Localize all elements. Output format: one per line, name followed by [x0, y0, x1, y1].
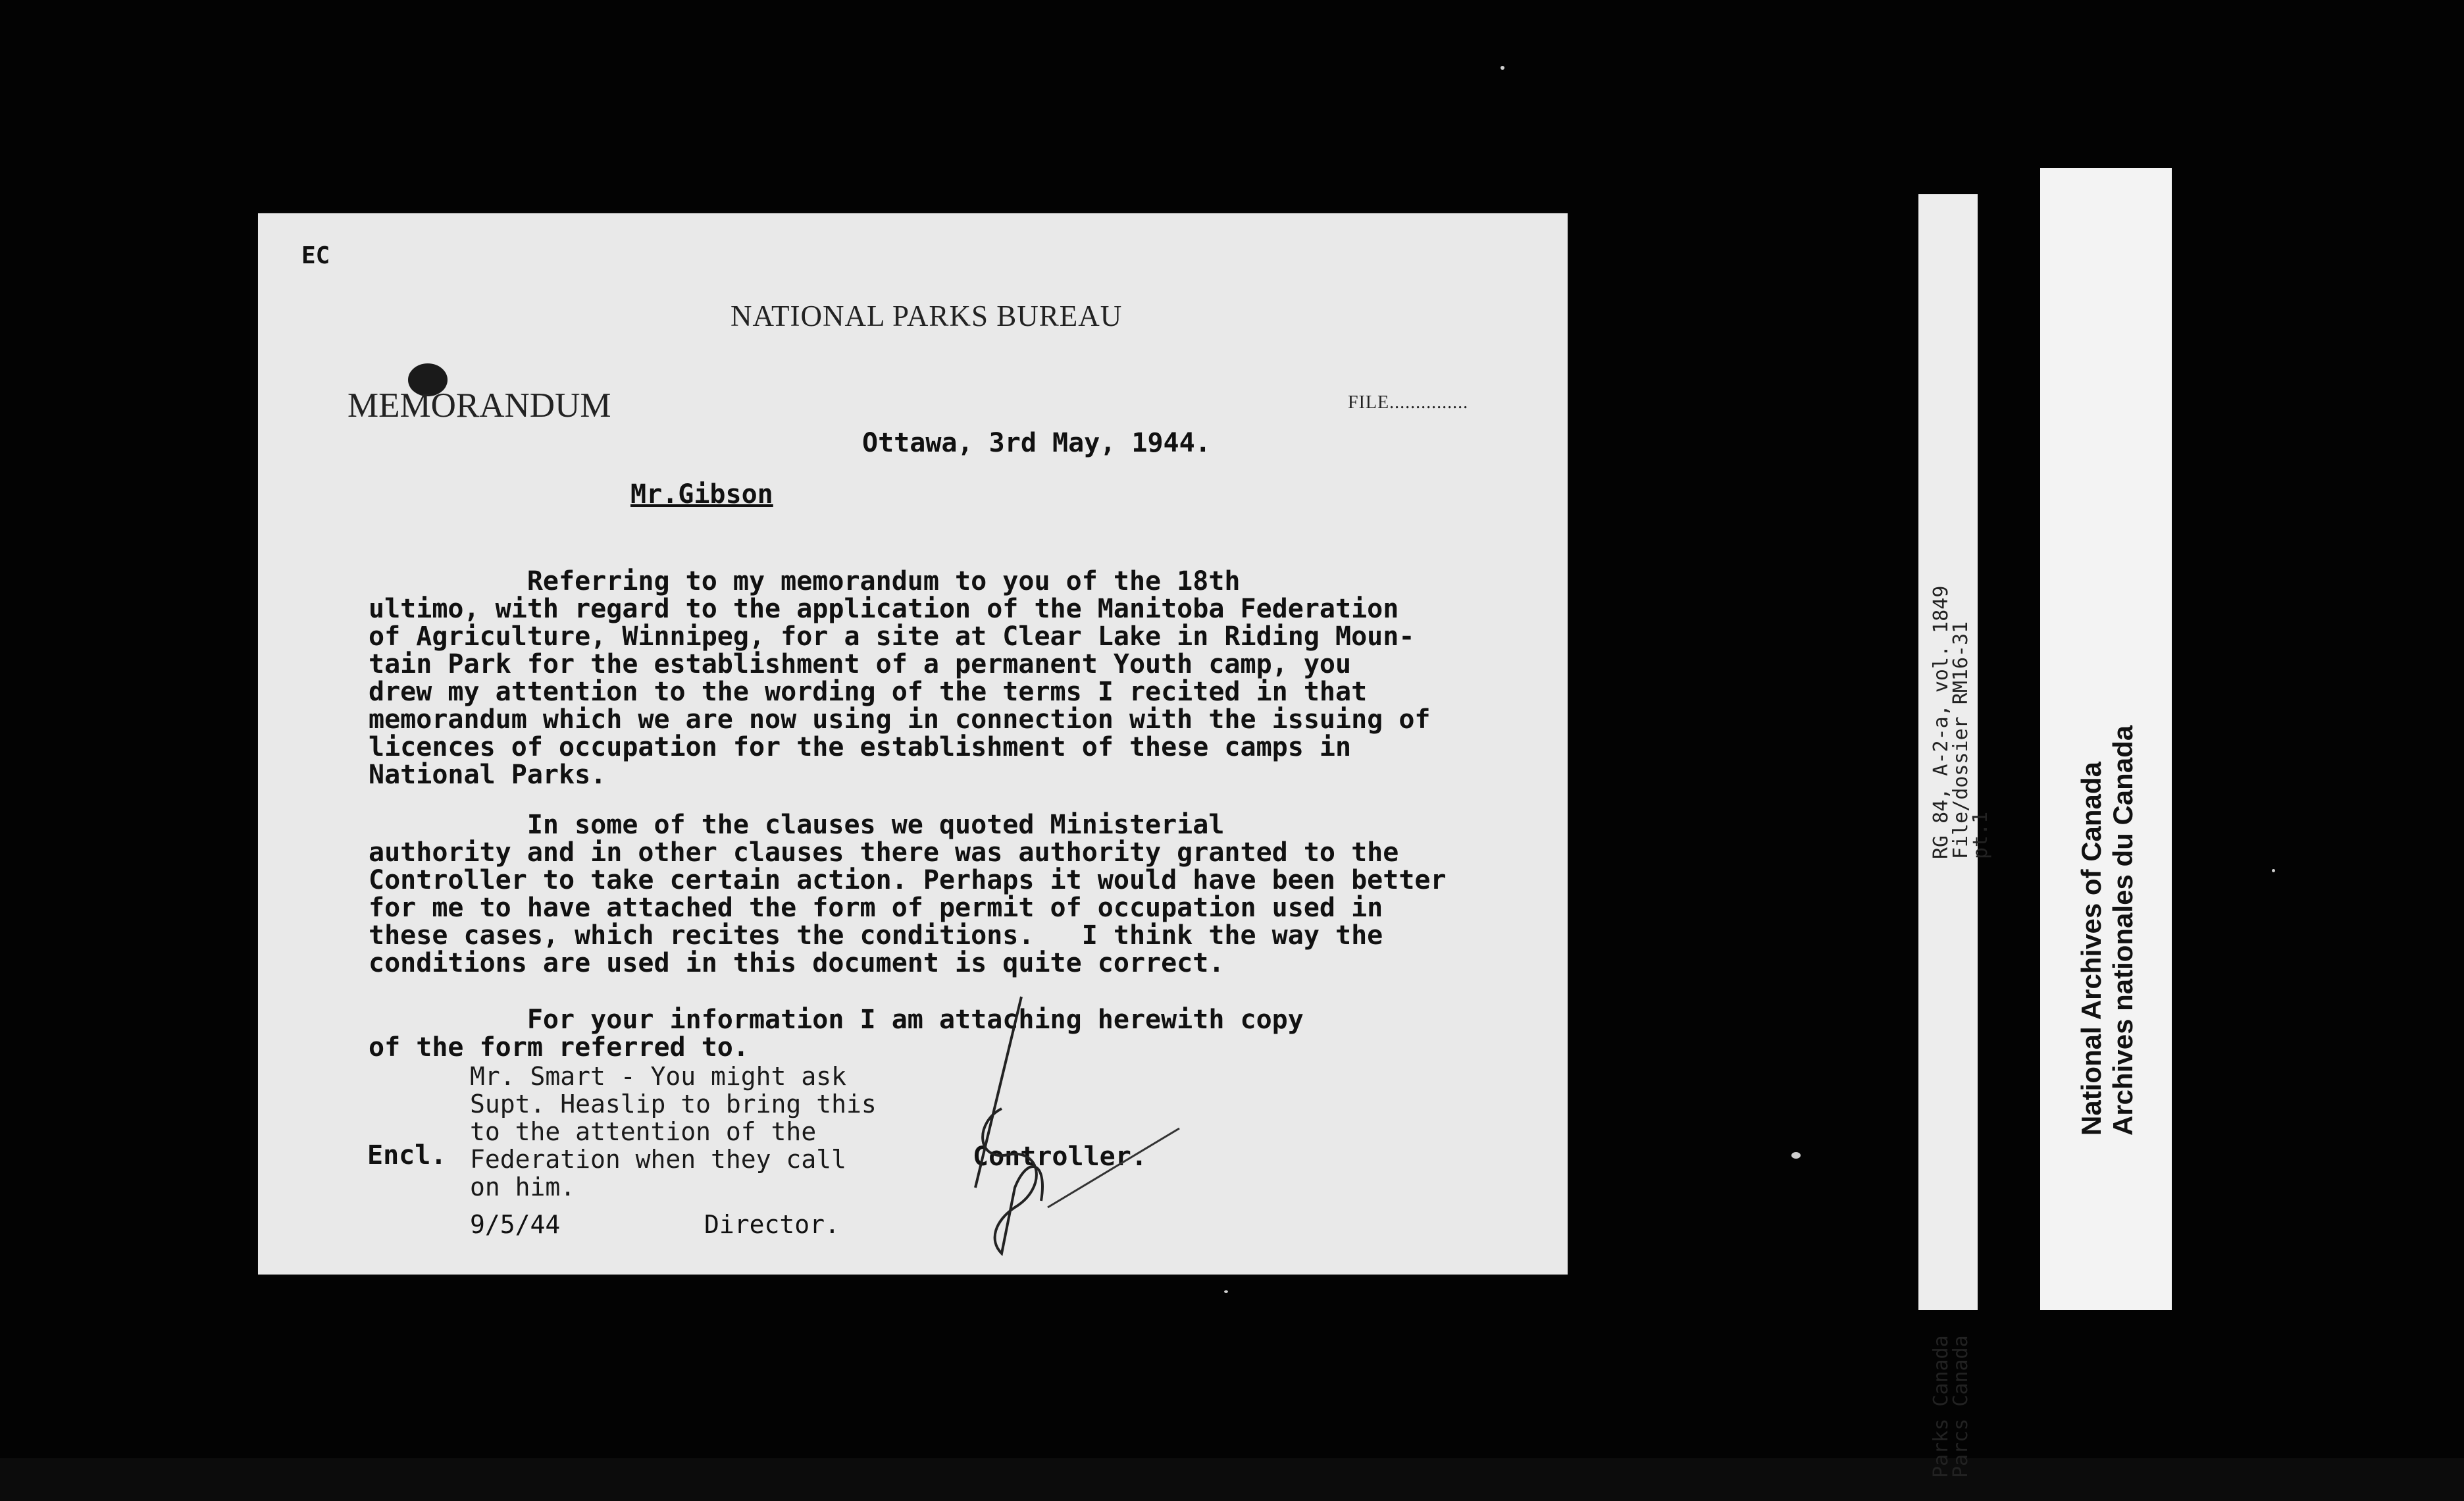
- memo-paragraph-1: Referring to my memorandum to you of the 18th ultimo, with regard to the application of the Manitoba Federation of Agriculture, Winnipeg, for a site at Clear Lake in Riding Moun- tain Park for the establishment of a permanent Youth camp, you drew my attention to the wording of the terms I recited in that memorandum which we are now using in connection with the issuing of licences of occupation for the establishment of these camps in National Parks.: [369, 566, 1431, 790]
- bureau-heading: NATIONAL PARKS BUREAU: [731, 300, 1123, 332]
- memo-paragraph-2: In some of the clauses we quoted Ministerial authority and in other clauses there was authority granted to the Controller to take certain action. Perhaps it would have been better for me to have attached the form of permit of occupation used in these cases, which recites the conditions. I think the way the conditions are used in this document is quite correct.: [369, 810, 1447, 978]
- archive-reference-tag: [1918, 194, 1992, 1478]
- archive-agency: Parks Canada Parcs Canada: [1930, 1335, 1972, 1478]
- memo-date: Ottawa, 3rd May, 1944.: [862, 428, 1211, 458]
- background-band: [0, 1458, 2464, 1501]
- enclosure-mark: Encl.: [367, 1140, 447, 1171]
- memorandum-heading: MEMORANDUM: [347, 386, 611, 425]
- memo-addressee: Mr.Gibson: [630, 479, 773, 510]
- memorandum-card: [258, 213, 1568, 1275]
- note-date: 9/5/44: [470, 1210, 561, 1239]
- handwritten-note: Mr. Smart - You might ask Supt. Heaslip to bring this to the attention of the Federation when they call on him.: [470, 1062, 877, 1201]
- memo-paragraph-3: For your information I am attaching herewith copy of the form referred to.: [369, 1005, 1304, 1063]
- archive-reference: RG 84, A-2-a, vol. 1849 File/dossier RM16-31 pt.1: [1930, 585, 1992, 859]
- typist-initials: EC: [301, 242, 330, 269]
- signature-title: Controller.: [973, 1142, 1147, 1172]
- archive-institution-label: [2040, 168, 2172, 1310]
- handwritten-signature: [949, 990, 1186, 1267]
- archive-institution: National Archives of Canada Archives nationales du Canada: [2076, 725, 2138, 1136]
- note-signer: Director.: [704, 1210, 840, 1239]
- file-field: FILE...............: [1348, 392, 1469, 413]
